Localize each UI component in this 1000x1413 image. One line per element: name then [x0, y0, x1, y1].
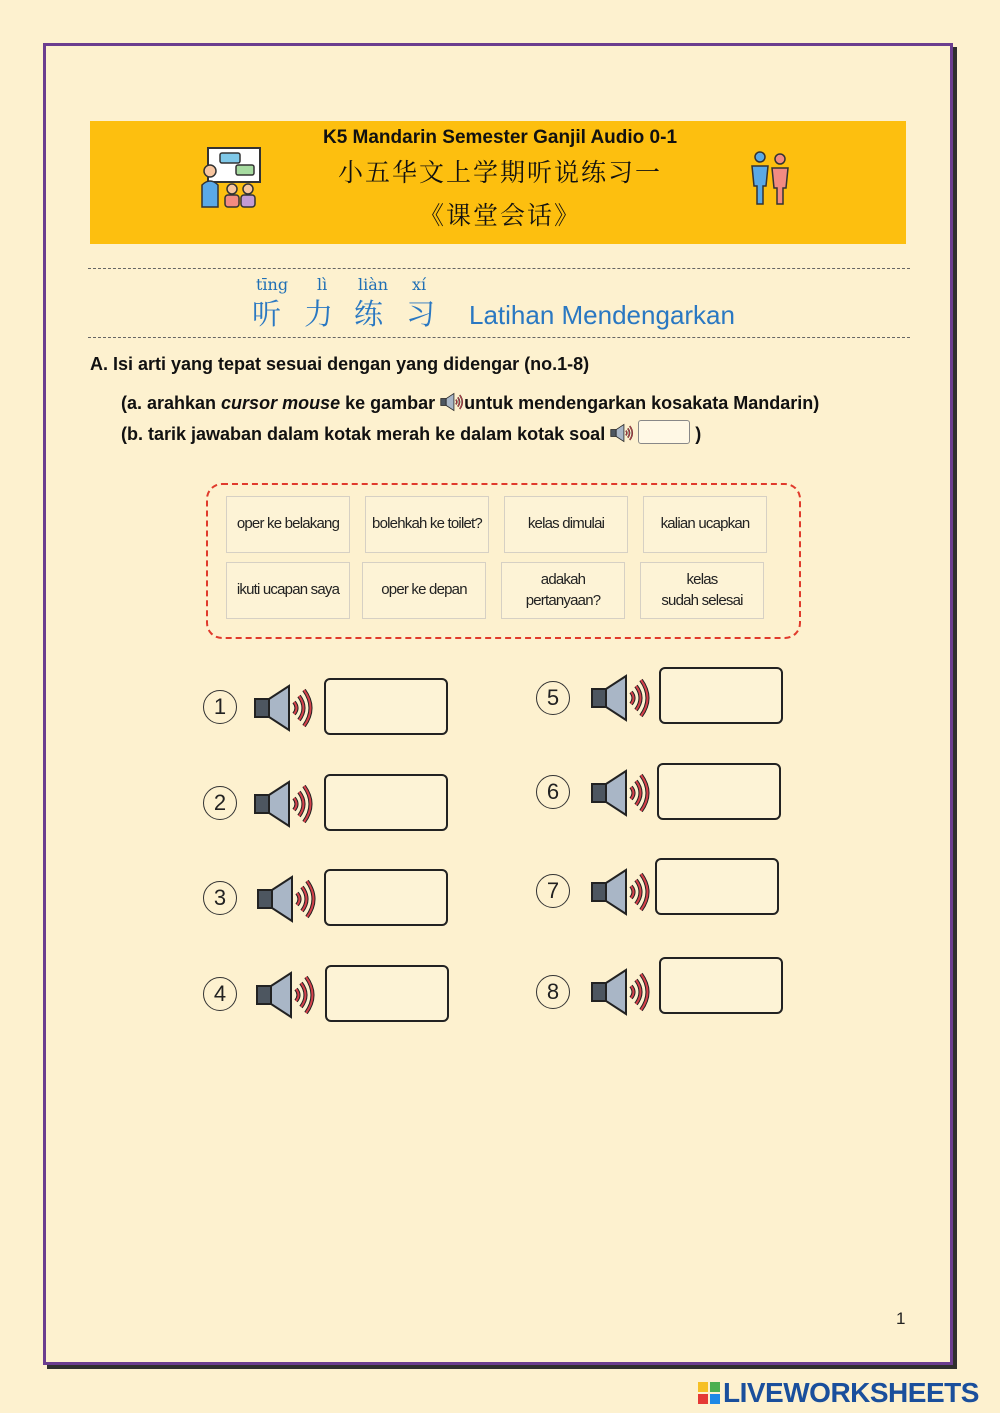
- question-number: 2: [203, 786, 237, 820]
- divider-top: [88, 268, 910, 269]
- worksheet-title: K5 Mandarin Semester Ganjil Audio 0-1: [322, 127, 678, 148]
- two-people-talking-icon: [736, 150, 802, 206]
- speaker-icon[interactable]: [255, 970, 317, 1020]
- speaker-icon[interactable]: [590, 768, 652, 818]
- question-number: 4: [203, 977, 237, 1011]
- word-chip[interactable]: adakah pertanyaan?: [501, 562, 625, 619]
- hanzi-lian: 练: [354, 297, 384, 331]
- word-chip[interactable]: oper ke belakang: [226, 496, 350, 553]
- teacher-presentation-icon: [198, 145, 264, 211]
- answer-box-sample: [638, 420, 690, 444]
- question-number: 5: [536, 681, 570, 715]
- page-number: 1: [896, 1309, 906, 1328]
- answer-box[interactable]: [659, 957, 783, 1014]
- instruction-a-title: A. Isi arti yang tepat sesuai dengan yang didengar (no.1-8): [90, 354, 590, 374]
- instruction-b: [121, 420, 701, 445]
- answer-box[interactable]: [324, 774, 448, 831]
- answer-box[interactable]: [657, 763, 781, 820]
- answer-box[interactable]: [655, 858, 779, 915]
- speaker-icon[interactable]: [590, 867, 652, 917]
- question-number: 8: [536, 975, 570, 1009]
- pinyin-xi: xí: [412, 275, 427, 294]
- pinyin-ting: tīng: [256, 275, 289, 294]
- question-number: 1: [203, 690, 237, 724]
- pinyin-lian: liàn: [358, 275, 389, 294]
- answer-box[interactable]: [659, 667, 783, 724]
- instruction-a-pre: (a. arahkan: [121, 393, 222, 413]
- speaker-icon: [440, 392, 464, 412]
- speaker-icon[interactable]: [253, 683, 315, 733]
- hanzi-xi: 习: [406, 297, 436, 331]
- word-chip[interactable]: ikuti ucapan saya: [226, 562, 350, 619]
- brand-name: LIVEWORKSHEETS: [723, 1377, 979, 1408]
- section-label: Latihan Mendengarkan: [469, 300, 735, 330]
- speaker-icon[interactable]: [590, 967, 652, 1017]
- speaker-icon: [610, 423, 634, 443]
- answer-box[interactable]: [325, 965, 449, 1022]
- instruction-a-italic: cursor mouse: [221, 393, 341, 413]
- word-chip[interactable]: kalian ucapkan: [643, 496, 767, 553]
- question-number: 7: [536, 874, 570, 908]
- word-chip[interactable]: bolehkah ke toilet?: [365, 496, 489, 553]
- worksheet-title-chinese: 小五华文上学期听说练习一: [337, 158, 662, 187]
- speaker-icon[interactable]: [256, 874, 318, 924]
- answer-box[interactable]: [324, 869, 448, 926]
- instruction-a-post: untuk mendengarkan kosakata Mandarin): [464, 393, 820, 413]
- pinyin-li: lì: [317, 275, 328, 294]
- word-chip[interactable]: kelas dimulai: [504, 496, 628, 553]
- word-chip[interactable]: oper ke depan: [362, 562, 486, 619]
- question-number: 6: [536, 775, 570, 809]
- instruction-a-mid: ke gambar: [340, 393, 441, 413]
- instruction-b-post: ): [690, 424, 702, 444]
- question-number: 3: [203, 881, 237, 915]
- hanzi-li: 力: [304, 297, 334, 331]
- speaker-icon[interactable]: [590, 673, 652, 723]
- speaker-icon[interactable]: [253, 779, 315, 829]
- divider-bottom: [88, 337, 910, 338]
- liveworksheets-logo-icon: [698, 1382, 720, 1404]
- worksheet-subtitle-chinese: 《课堂会话》: [418, 201, 581, 230]
- answer-box[interactable]: [324, 678, 448, 735]
- word-chip[interactable]: kelas sudah selesai: [640, 562, 764, 619]
- instruction-a: [121, 392, 819, 414]
- hanzi-ting: 听: [252, 297, 282, 331]
- instruction-b-pre: (b. tarik jawaban dalam kotak merah ke dalam kotak soal: [121, 424, 611, 444]
- liveworksheets-logo[interactable]: [698, 1378, 979, 1408]
